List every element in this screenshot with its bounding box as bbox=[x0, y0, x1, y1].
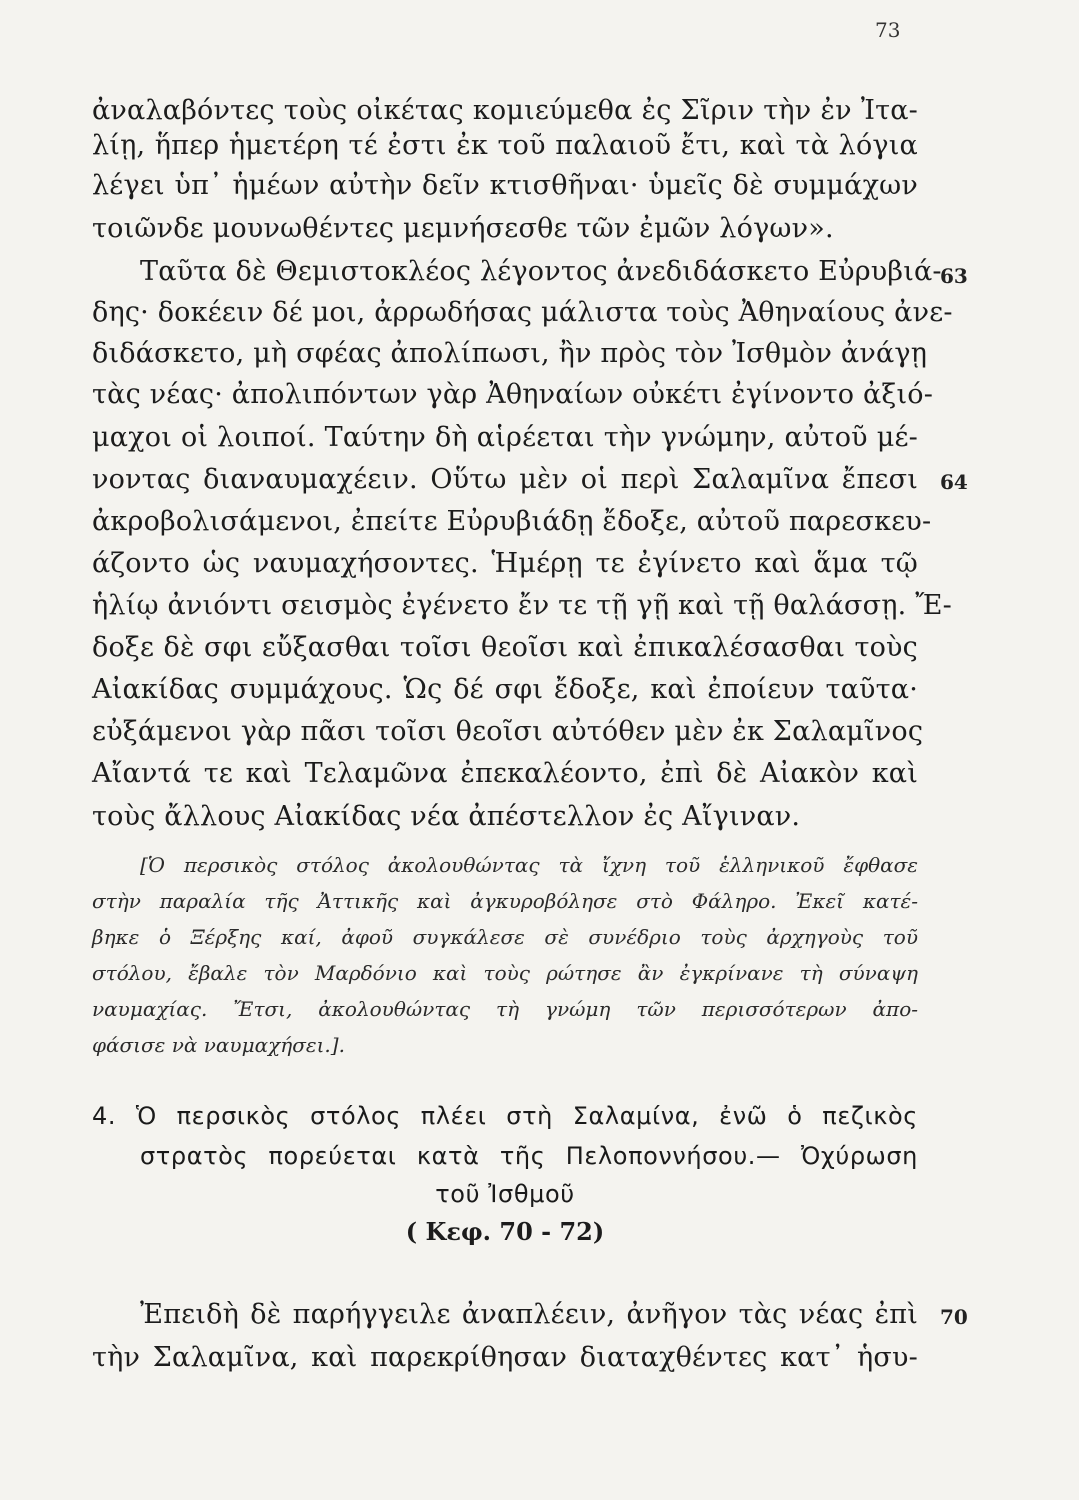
text-line: νοντας διαναυμαχέειν. Οὕτω μὲν οἱ περὶ Σαλαμῖνα ἔπεσι bbox=[92, 464, 918, 495]
text-line: τὴν Σαλαμῖνα, καὶ παρεκρίθησαν διαταχθέντες κατ᾽ ἡσυ- bbox=[92, 1342, 918, 1373]
text-line: Ἐπειδὴ δὲ παρήγγειλε ἀναπλέειν, ἀνῆγον τὰς νέας ἐπὶ bbox=[140, 1299, 918, 1330]
heading-line: στρατὸς πορεύεται κατὰ τῆς Πελοποννήσου.— Ὀχύρωση bbox=[140, 1142, 918, 1170]
text-line: Αἰακίδας συμμάχους. Ὡς δέ σφι ἔδοξε, καὶ ἐποίευν ταῦτα· bbox=[92, 674, 918, 705]
heading-line: 4. Ὁ περσικὸς στόλος πλέει στὴ Σαλαμίνα, ἐνῶ ὁ πεζικὸς bbox=[92, 1102, 918, 1130]
chapter-reference: ( Κεφ. 70 - 72) bbox=[405, 1217, 605, 1246]
text-line: Αἴαντά τε καὶ Τελαμῶνα ἐπεκαλέοντο, ἐπὶ δὲ Αἰακὸν καὶ bbox=[92, 758, 918, 789]
note-line: βηκε ὁ Ξέρξης καί, ἀφοῦ συγκάλεσε σὲ συνέδριο τοὺς ἀρχηγοὺς τοῦ bbox=[92, 925, 918, 949]
text-line: ἀκροβολισάμενοι, ἐπείτε Εὐρυβιάδῃ ἔδοξε, αὐτοῦ παρεσκευ- bbox=[92, 506, 932, 537]
text-line: μαχοι οἱ λοιποί. Ταύτην δὴ αἱρέεται τὴν γνώμην, αὐτοῦ μέ- bbox=[92, 422, 918, 453]
text-line: εὐξάμενοι γὰρ πᾶσι τοῖσι θεοῖσι αὐτόθεν μὲν ἐκ Σαλαμῖνος bbox=[92, 716, 924, 747]
text-line: λέγει ὑπ᾽ ἡμέων αὐτὴν δεῖν κτισθῆναι· ὑμεῖς δὲ συμμάχων bbox=[92, 170, 918, 201]
text-line: ἀναλαβόντες τοὺς οἰκέτας κομιεύμεθα ἐς Σῖριν τὴν ἐν Ἰτα- bbox=[92, 95, 918, 126]
note-line: στόλου, ἔβαλε τὸν Μαρδόνιο καὶ τοὺς ρώτησε ἂν ἐγκρίνανε τὴ σύναψη bbox=[92, 961, 918, 985]
margin-chapter-number: 64 bbox=[940, 470, 968, 494]
text-line: Ταῦτα δὲ Θεμιστοκλέος λέγοντος ἀνεδιδάσκετο Εὐρυβιά- bbox=[140, 256, 942, 287]
text-line: δοξε δὲ σφι εὔξασθαι τοῖσι θεοῖσι καὶ ἐπικαλέσασθαι τοὺς bbox=[92, 632, 918, 663]
text-line: άζοντο ὡς ναυμαχήσοντες. Ἡμέρῃ τε ἐγίνετο καὶ ἅμα τῷ bbox=[92, 548, 918, 579]
text-line: τοὺς ἄλλους Αἰακίδας νέα ἀπέστελλον ἐς Αἴγιναν. bbox=[92, 801, 801, 832]
heading-line: τοῦ Ἰσθμοῦ bbox=[435, 1180, 575, 1208]
text-line: διδάσκετο, μὴ σφέας ἀπολίπωσι, ἢν πρὸς τὸν Ἰσθμὸν ἀνάγῃ bbox=[92, 338, 928, 369]
text-line: λίῃ, ἥπερ ἡμετέρη τέ ἐστι ἐκ τοῦ παλαιοῦ ἔτι, καὶ τὰ λόγια bbox=[92, 130, 918, 161]
margin-chapter-number: 63 bbox=[940, 264, 968, 288]
note-line: [Ὁ περσικὸς στόλος ἀκολουθώντας τὰ ἴχνη τοῦ ἑλληνικοῦ ἔφθασε bbox=[140, 853, 918, 877]
note-line: ναυμαχίας. Ἔτσι, ἀκολουθώντας τὴ γνώμη τῶν περισσότερων ἀπο- bbox=[92, 997, 918, 1021]
margin-chapter-number: 70 bbox=[940, 1305, 968, 1329]
text-line: τοιῶνδε μουνωθέντες μεμνήσεσθε τῶν ἐμῶν λόγων». bbox=[92, 213, 834, 244]
text-line: δης· δοκέειν δέ μοι, ἀρρωδήσας μάλιστα τοὺς Ἀθηναίους ἀνε- bbox=[92, 297, 953, 328]
text-line: ἡλίῳ ἀνιόντι σεισμὸς ἐγένετο ἔν τε τῇ γῇ καὶ τῇ θαλάσσῃ. Ἔ- bbox=[92, 590, 952, 621]
note-line: φάσισε νὰ ναυμαχήσει.]. bbox=[92, 1033, 345, 1057]
note-line: στὴν παραλία τῆς Ἀττικῆς καὶ ἀγκυροβόλησε στὸ Φάληρο. Ἐκεῖ κατέ- bbox=[92, 889, 918, 913]
page-number: 73 bbox=[875, 18, 901, 42]
text-line: τὰς νέας· ἀπολιπόντων γὰρ Ἀθηναίων οὐκέτι ἐγίνοντο ἀξιό- bbox=[92, 379, 934, 410]
